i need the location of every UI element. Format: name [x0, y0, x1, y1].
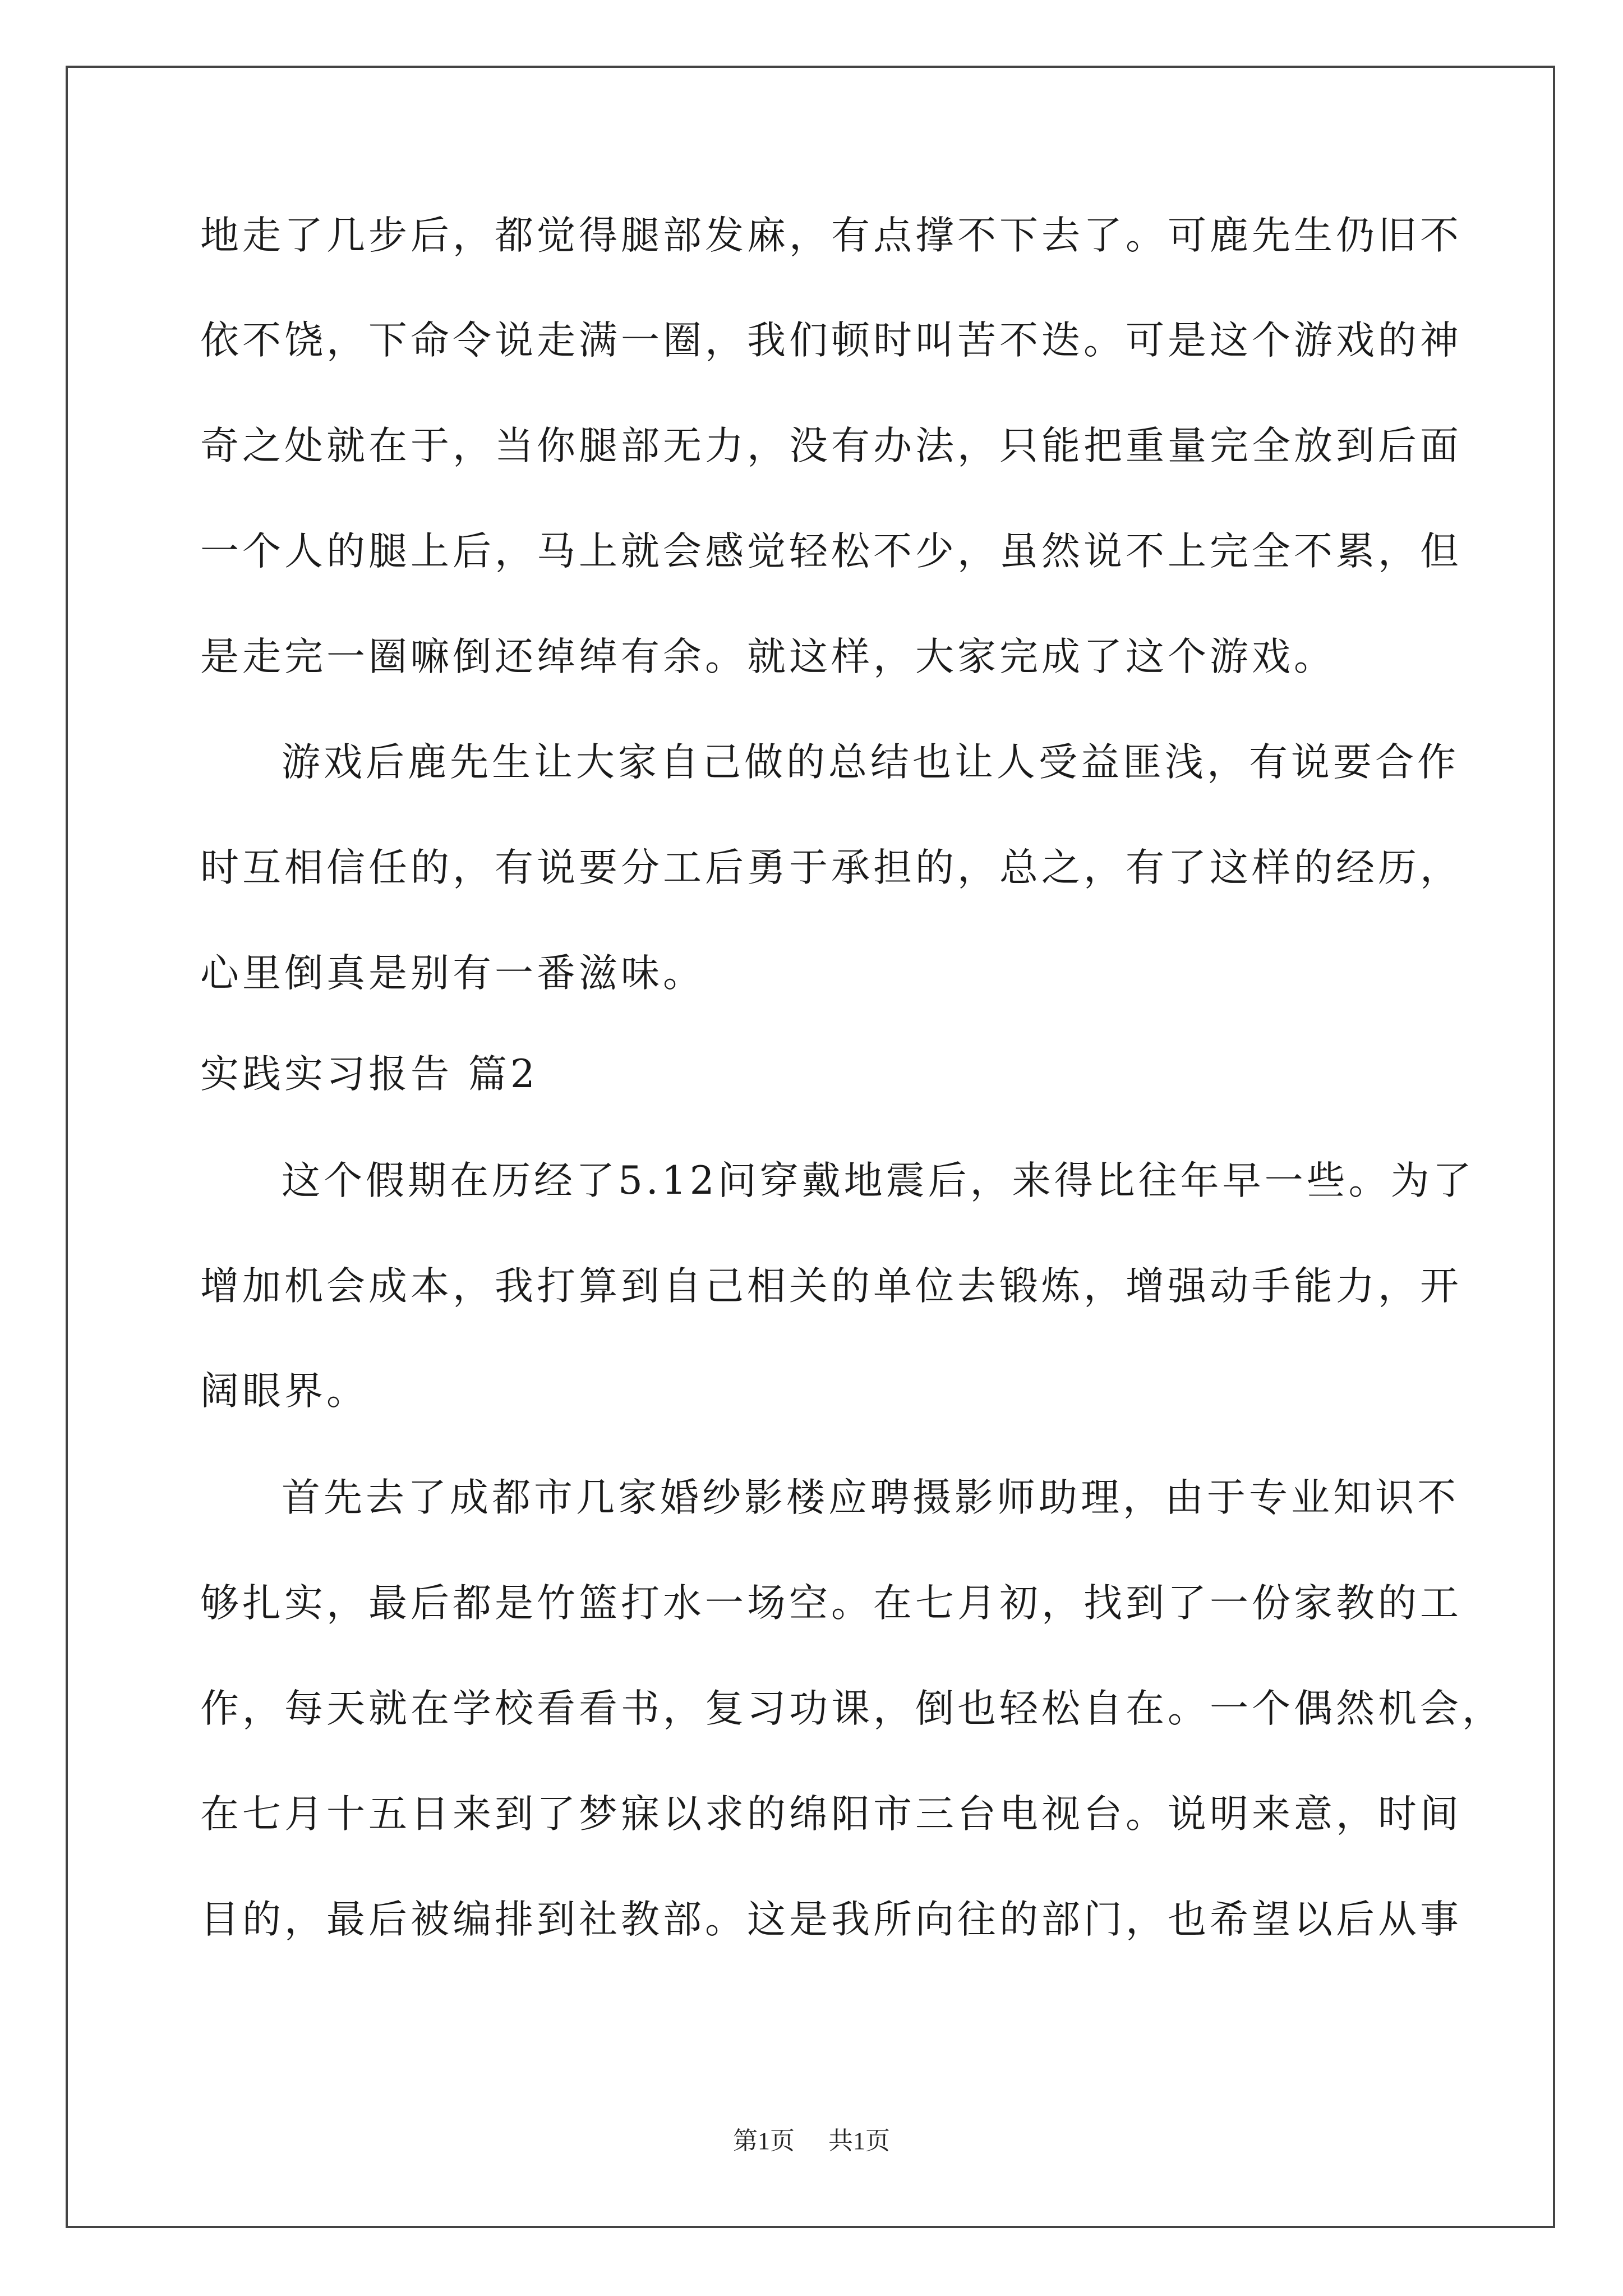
text-line: 地走了几步后，都觉得腿部发麻，有点撑不下去了。可鹿先生仍旧不: [200, 213, 1462, 258]
text-line: 阔眼界。: [200, 1369, 368, 1414]
text-line: 一个人的腿上后，马上就会感觉轻松不少，虽然说不上完全不累，但: [200, 529, 1462, 574]
text-line: 奇之处就在于，当你腿部无力，没有办法，只能把重量完全放到后面: [200, 424, 1462, 468]
page-number: 第1页: [733, 2127, 795, 2155]
page-total: 共1页: [828, 2127, 890, 2155]
paragraph-start: 游戏后鹿先生让大家自己做的总结也让人受益匪浅，有说要合作: [282, 740, 1459, 785]
text-line: 增加机会成本，我打算到自己相关的单位去锻炼，增强动手能力，开: [200, 1264, 1462, 1309]
text-line: 在七月十五日来到了梦寐以求的绵阳市三台电视台。说明来意，时间: [200, 1792, 1462, 1837]
page-footer: [0, 2120, 1623, 2156]
text-line: 够扎实，最后都是竹篮打水一场空。在七月初，找到了一份家教的工: [200, 1581, 1462, 1626]
paragraph-start: 首先去了成都市几家婚纱影楼应聘摄影师助理，由于专业知识不: [282, 1475, 1459, 1520]
text-line: 时互相信任的，有说要分工后勇于承担的，总之，有了这样的经历，: [200, 845, 1462, 890]
paragraph-start: 这个假期在历经了5.12问穿戴地震后，来得比往年早一些。为了: [282, 1158, 1475, 1203]
text-line: 是走完一圈嘛倒还绰绰有余。就这样，大家完成了这个游戏。: [200, 634, 1336, 679]
section-heading: 实践实习报告 篇2: [200, 1052, 538, 1097]
text-line: 目的，最后被编排到社教部。这是我所向往的部门，也希望以后从事: [200, 1897, 1462, 1942]
text-line: 心里倒真是别有一番滋味。: [200, 951, 705, 996]
text-line: 依不饶，下命令说走满一圈，我们顿时叫苦不迭。可是这个游戏的神: [200, 318, 1462, 363]
text-line: 作，每天就在学校看看书，复习功课，倒也轻松自在。一个偶然机会，: [200, 1686, 1504, 1731]
